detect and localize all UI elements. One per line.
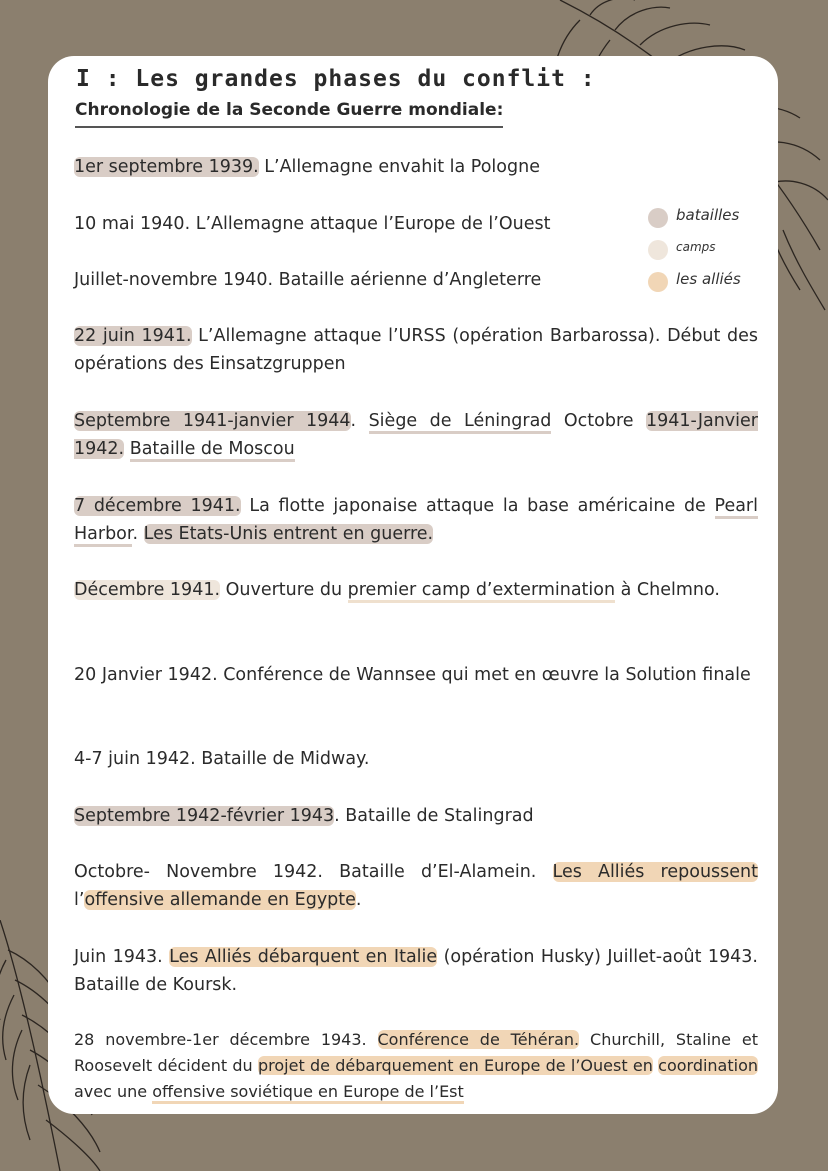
- timeline-entry: [74, 745, 758, 773]
- timeline-entry: [74, 322, 758, 378]
- circle-icon: [648, 208, 668, 228]
- allies-highlight: Conférence de Téhéran.: [377, 1030, 580, 1049]
- entry-text: Juillet-novembre 1940. Bataille aérienne d’Angleterre: [74, 270, 542, 290]
- allies-underline: offensive soviétique en Europe de l’Est: [152, 1082, 464, 1104]
- allies-highlight: projet de débarquement en Europe de l’Ouest en: [257, 1056, 653, 1075]
- timeline-entry: Septembre 1942-février 1943. Bataille de Stalingrad: [74, 806, 534, 826]
- battle-underline: Pearl Harbor: [74, 496, 758, 547]
- timeline-entry: 28 novembre-1er décembre 1943. Conférence de Téhéran. Churchill, Staline et Roosevelt décident du projet de débarquement en Europe de l’Ouest en coordination avec une offensive soviétique en Europe de l’Est: [74, 1027, 758, 1105]
- date-highlight: 22 juin 1941.: [74, 326, 192, 346]
- timeline-entry: 7 décembre 1941. La flotte japonaise attaque la base américaine de Pearl Harbor. Les Etats-Unis entrent en guerre.: [74, 492, 758, 548]
- allies-highlight: Les Alliés repoussent: [552, 862, 758, 882]
- timeline-entry: Septembre 1941-janvier 1944. Siège de Léningrad Octobre 1941-Janvier 1942. Bataille de Moscou: [74, 407, 758, 463]
- allies-highlight: Les Alliés débarquent en Italie: [169, 947, 438, 967]
- page-title: I : Les grandes phases du conflit :: [76, 66, 596, 92]
- timeline-entry: Juin 1943. Les Alliés débarquent en Italie (opération Husky) Juillet-août 1943. Bataille de Koursk.: [74, 947, 758, 995]
- battle-underline: Bataille de Moscou: [130, 439, 295, 462]
- allies-highlight: offensive allemande en Egypte: [84, 890, 356, 910]
- circle-icon: [648, 240, 668, 260]
- date-highlight: Décembre 1941.: [74, 580, 221, 600]
- entry-text: 20 Janvier 1942. Conférence de Wannsee qui met en œuvre la Solution finale: [74, 665, 751, 685]
- entry-text: L’Allemagne envahit la Pologne: [258, 157, 540, 177]
- allies-highlight: coordination: [658, 1056, 759, 1075]
- note-page: I : Les grandes phases du conflit : Chronologie de la Seconde Guerre mondiale: 1er septembre 1939. L’Allemagne envahit la Pologne 10 mai 1940. L’Allemagne attaque l’Europe de l’Ouest Juillet-novembre 1940. Bataille aérienne d’Angleterre 22 juin 1941. L’Allemagne attaque l’URSS (opération Barbarossa). Début des opérations des Einsatzgruppen Septembre 1941-janvier 1944. Siège de Léningrad Octobre 1941-Janvier 1942. Bataille de Moscou 7 décembre 1941. La flotte japonaise attaque la base américaine de Pearl Harbor. Les Etats-Unis entrent en guerre. Décembre 1941. Ouverture du premier camp d’extermination à Chelmno. 20 Janvier 1942. Conférence de Wannsee qui met en œuvre la Solution finale 4-7 juin 1942. Bataille de Midway. Septembre 1942-février 1943. Bataille de Stalingrad Octobre- Novembre 1942. Bataille d’El-Alamein. Les Alliés repoussent l’offensive allemande en Egypte. Juin 1943. Les Alliés débarquent en Italie (opération Husky) Juillet-août 1943. Bataille de Koursk. 28 novembre-1er décembre 1943. Conférence de Téhéran. Churchill, Staline et Roosevelt décident du projet de débarquement en Europe de l’Ouest en coordination avec une offensive soviétique en Europe de l’Est batailles camps les alliés: [48, 56, 778, 1114]
- timeline-entry: [74, 661, 758, 689]
- battle-underline: Siège de Léningrad: [369, 411, 552, 434]
- camp-underline: premier camp d’extermination: [348, 580, 615, 603]
- timeline-entry: Octobre- Novembre 1942. Bataille d’El-Alamein. Les Alliés repoussent l’offensive allemande en Egypte.: [74, 862, 758, 910]
- date-highlight: 1er septembre 1939.: [74, 157, 259, 177]
- entry-text: 4-7 juin 1942. Bataille de Midway.: [74, 749, 370, 769]
- event-highlight: Les Etats-Unis entrent en guerre.: [143, 524, 434, 544]
- date-highlight: Septembre 1942-février 1943: [74, 806, 335, 826]
- entry-text: 10 mai 1940. L’Allemagne attaque l’Europe de l’Ouest: [74, 214, 551, 234]
- entry-text: L’Allemagne attaque l’URSS (opération Barbarossa). Début des opérations des Einsatzgruppen: [74, 326, 758, 374]
- timeline-entry: [74, 153, 758, 181]
- timeline-entry: Décembre 1941. Ouverture du premier camp d’extermination à Chelmno.: [74, 576, 758, 604]
- date-highlight: 7 décembre 1941.: [74, 496, 241, 516]
- circle-icon: [648, 272, 668, 292]
- page-subtitle: Chronologie de la Seconde Guerre mondiale:: [75, 100, 503, 128]
- date-highlight: 1941-Janvier 1942.: [74, 411, 758, 459]
- date-highlight: Septembre 1941-janvier 1944: [74, 411, 351, 431]
